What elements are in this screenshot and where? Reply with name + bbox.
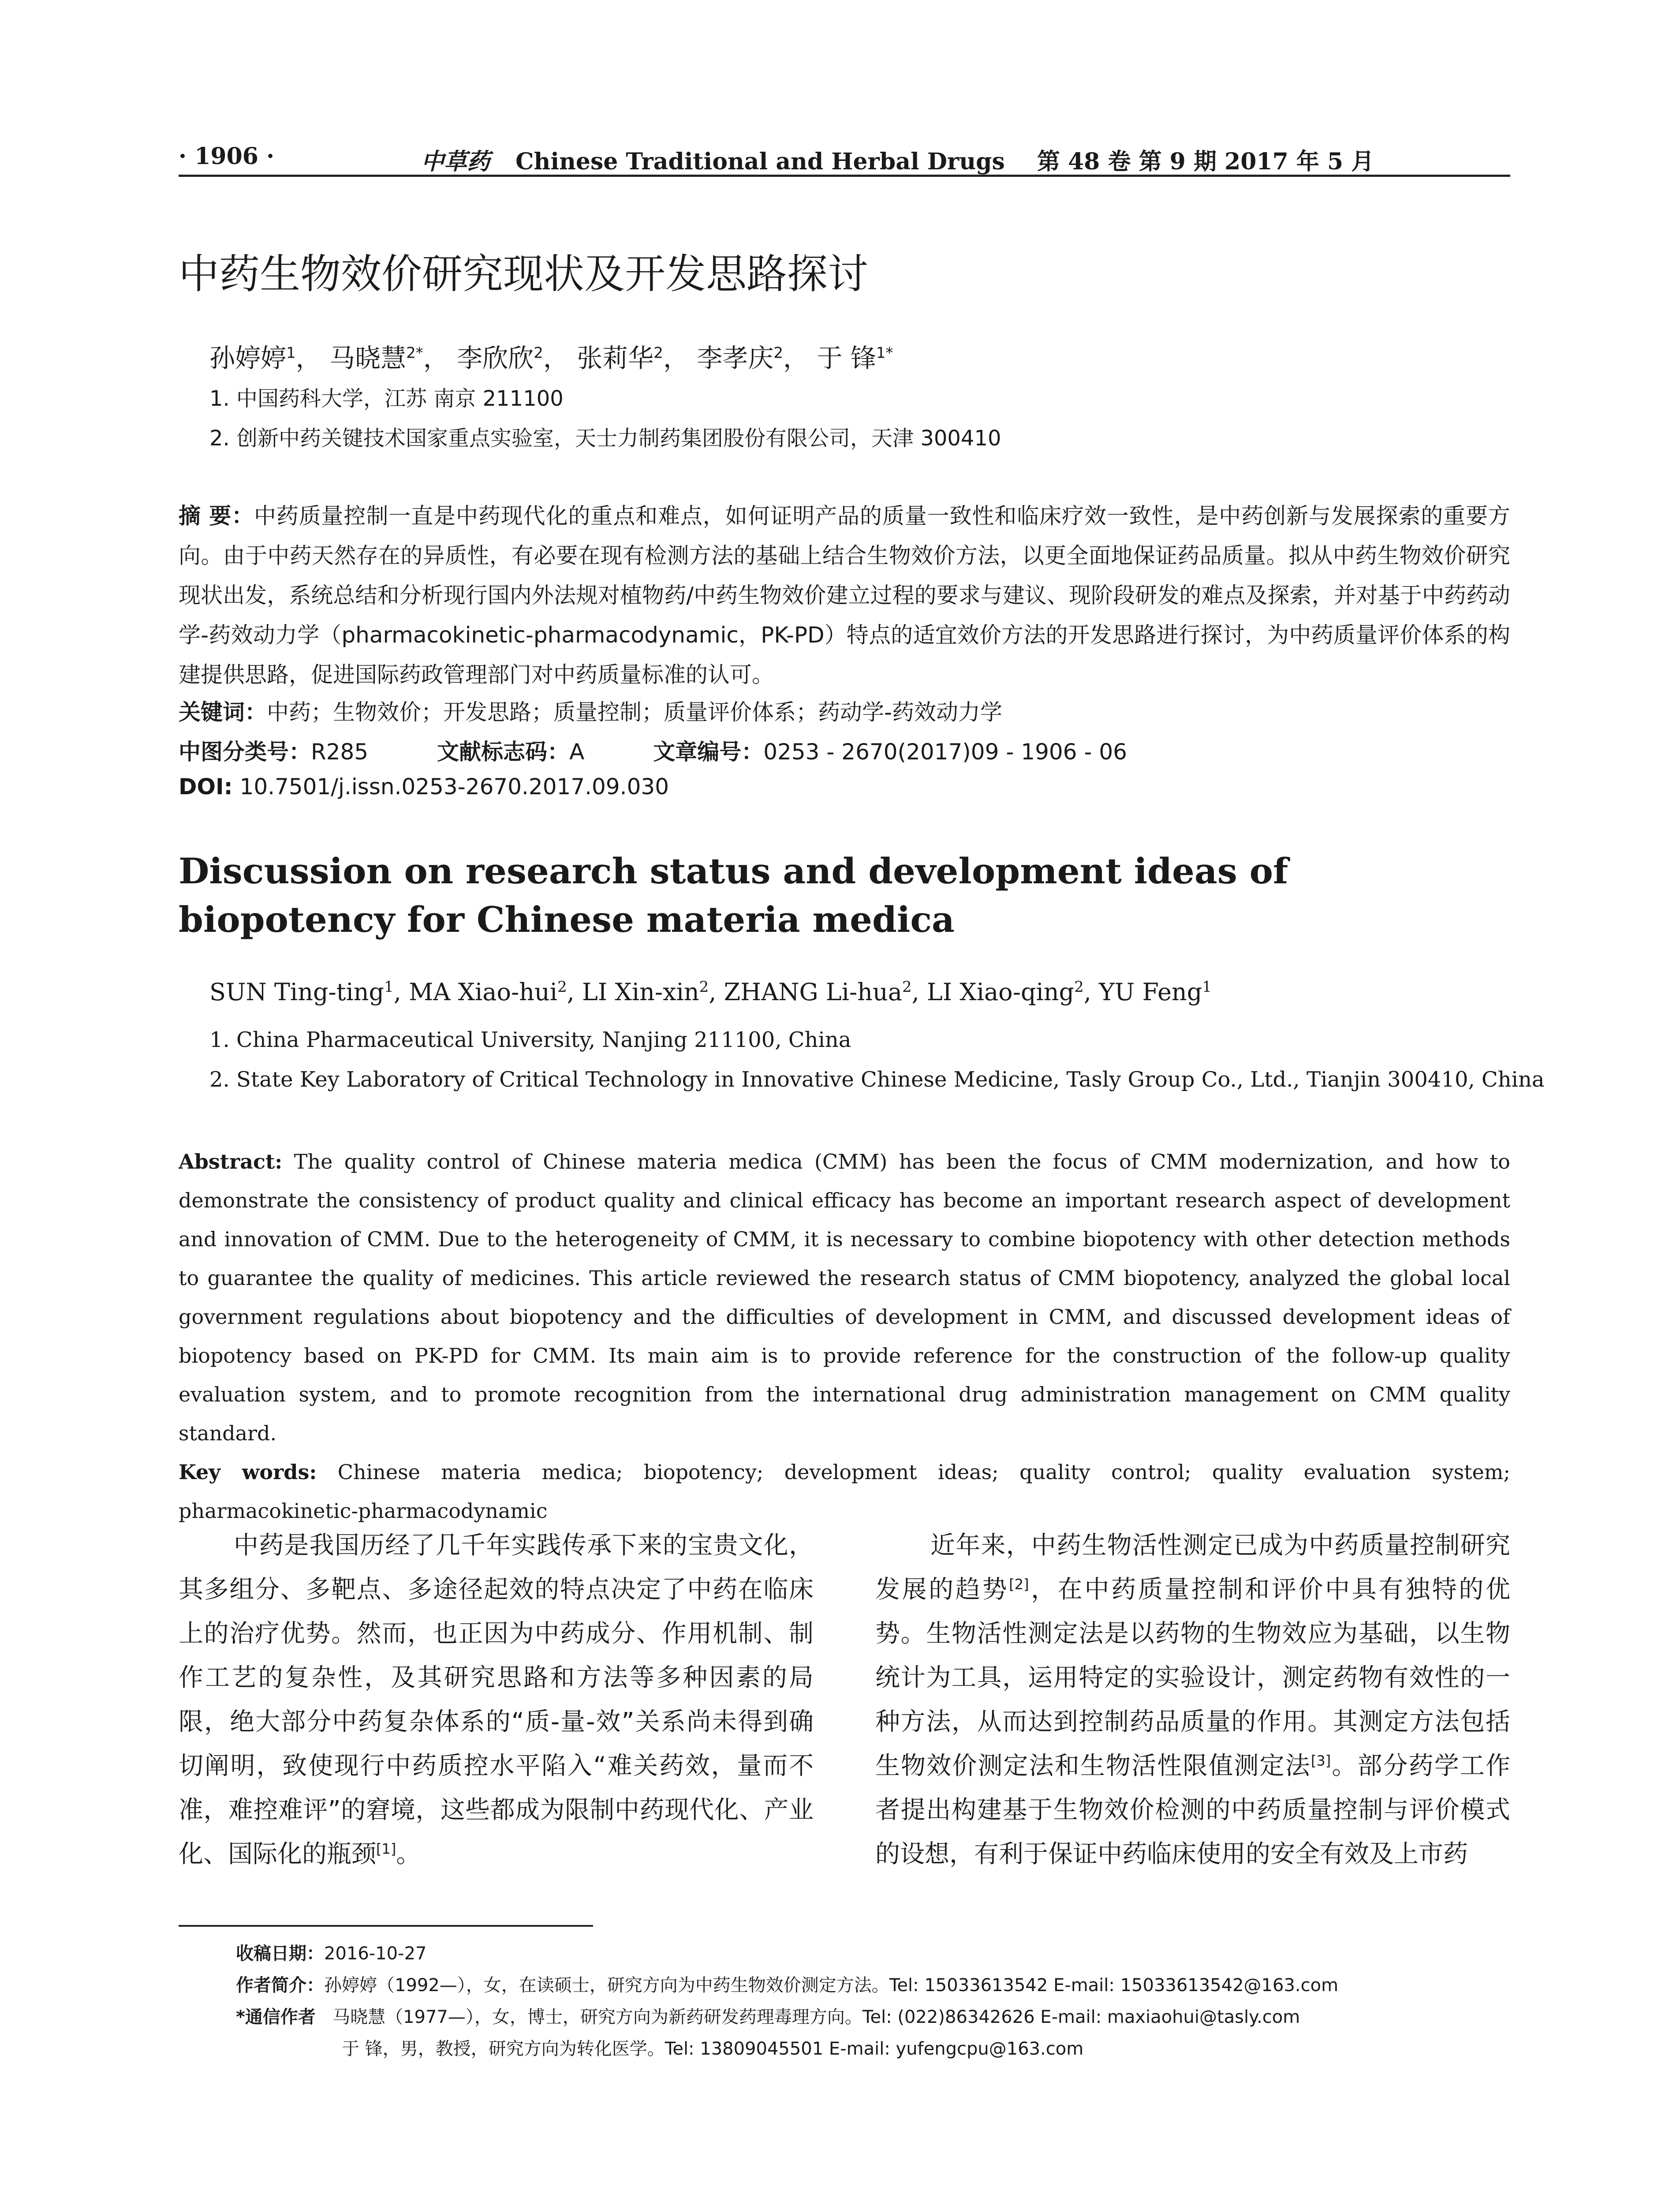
author-sup: 1 <box>384 978 394 996</box>
author-sup: 2 <box>557 978 567 996</box>
citation: [3] <box>1310 1752 1331 1769</box>
zh-abstract-label: 摘 要： <box>179 503 254 529</box>
author-sup: 2 <box>534 344 543 362</box>
running-header <box>179 140 1510 177</box>
journal-logo: 中草药 <box>421 148 490 175</box>
articleno-label: 文章编号： <box>653 739 764 765</box>
journal-header <box>421 143 1374 176</box>
author: MA Xiao-hui <box>409 978 558 1006</box>
en-keywords-label: Key words: <box>179 1460 317 1484</box>
en-abstract <box>179 1142 1510 1530</box>
body-left-end: 。 <box>396 1840 421 1869</box>
corr-label: *通信作者 <box>236 2007 316 2027</box>
author: SUN Ting-ting <box>209 978 385 1006</box>
doccode-value: A <box>569 739 585 765</box>
body-right-text-2: ，在中药质量控制和评价中具有独特的优势。生物活性测定法是以药物的生物效应为基础，以生物统计为工具，运用特定的实验设计，测定药物有效性的一种方法，从而达到控制药品质量的作用。其测定方法包括生物效价测定法和生物活性限值测定法 <box>875 1575 1511 1780</box>
author: 张莉华 <box>577 343 654 373</box>
author: LI Xiao-qing <box>926 978 1075 1006</box>
author: 李孝庆 <box>697 343 774 373</box>
articleno-value: 0253 - 2670(2017)09 - 1906 - 06 <box>763 739 1127 765</box>
author-sup: 2 <box>773 344 784 362</box>
zh-keywords <box>179 695 1002 726</box>
citation: [2] <box>1009 1576 1029 1593</box>
classification-line <box>179 734 1127 766</box>
en-affiliation-2: 2. State Key Laboratory of Critical Technology in Innovative Chinese Medicine, Tasly Group Co., Ltd., Tianjin 300410, China <box>209 1067 1545 1092</box>
body-right-text-1: 近年来，中药生物活性测定已成为中药质量控制研究发展的趋势 <box>875 1531 1510 1604</box>
author: ZHANG Li-hua <box>724 978 902 1006</box>
corr-text-1: 马晓慧（1977—），女，博士，研究方向为新药研发药理毒理方向。Tel: (022)86342626 E-mail: maxiaohui@tasly.com <box>332 2007 1300 2027</box>
zh-abstract <box>179 496 1510 695</box>
doi-label: DOI: <box>179 774 233 800</box>
bio-label: 作者简介： <box>236 1975 324 1996</box>
footnote-corresponding-2: 于 锋，男，教授，研究方向为转化医学。Tel: 13809045501 E-mail: yufengcpu@163.com <box>342 2039 1084 2059</box>
footnote-rule <box>179 1925 593 1927</box>
footnote-corresponding <box>236 2003 1300 2028</box>
author-sup: 1* <box>876 344 893 362</box>
body-column-left <box>179 1524 814 1876</box>
zh-author-list: 孙婷婷$^1$， 马晓慧$^{2*}$， 李欣欣$^2$， 张莉华$^2$， 李孝庆$^2$， 于 锋$^{1*}$ <box>209 343 893 373</box>
doccode-label: 文献标志码： <box>437 739 570 765</box>
author: LI Xin-xin <box>582 978 699 1006</box>
en-title: Discussion on research status and development ideas of biopotency for Chinese materia medica <box>179 850 1288 940</box>
author: 李欣欣 <box>457 343 534 373</box>
author: 孙婷婷 <box>209 343 287 373</box>
en-keywords-text: Chinese materia medica; biopotency; development ideas; quality control; quality evaluation system; pharmacokinetic-pharmacodynamic <box>179 1460 1510 1523</box>
journal-name: Chinese Traditional and Herbal Drugs <box>515 148 1005 175</box>
en-author-list: SUN Ting-ting$^1$, MA Xiao-hui$^2$, LI Xin-xin$^2$, ZHANG Li-hua$^2$, LI Xiao-qing$^2$, YU Feng$^1$ <box>209 978 1212 1006</box>
author: 于 锋 <box>817 343 876 373</box>
zh-keywords-text: 中药；生物效价；开发思路；质量控制；质量评价体系；药动学-药效动力学 <box>267 699 1003 725</box>
received-date: 2016-10-27 <box>324 1943 427 1964</box>
author-sup: 2 <box>1074 978 1084 996</box>
body-right-text-3: 。部分药学工作者提出构建基于生物效价检测的中药质量控制与评价模式的设想，有利于保证中药临床使用的安全有效及上市药 <box>875 1752 1511 1869</box>
zh-affiliation-2: 2. 创新中药关键技术国家重点实验室，天士力制药集团股份有限公司，天津 300410 <box>209 426 1001 451</box>
zh-affiliation-1: 1. 中国药科大学，江苏 南京 211100 <box>209 386 564 411</box>
author: YU Feng <box>1099 978 1202 1006</box>
body-column-right <box>875 1524 1510 1876</box>
author-sup: 2 <box>699 978 709 996</box>
doi-value: 10.7501/j.issn.0253-2670.2017.09.030 <box>239 774 669 800</box>
doi-line <box>179 774 669 800</box>
en-abstract-text: The quality control of Chinese materia medica (CMM) has been the focus of CMM modernization, and how to demonstrate the consistency of product quality and clinical efficacy has become an important research aspect of development and innovation of CMM. Due to the heterogeneity of CMM, it is necessary to combine biopotency with other detection methods to guarantee the quality of medicines. This article reviewed the research status of CMM biopotency, analyzed the global local government regulations about biopotency and the difficulties of development in CMM, and discussed development ideas of biopotency based on PK-PD for CMM. Its main aim is to provide reference for the construction of the follow-up quality evaluation system, and to promote recognition from the international drug administration management on CMM quality standard. <box>179 1150 1510 1445</box>
received-label: 收稿日期： <box>236 1943 324 1964</box>
author-sup: 1 <box>286 344 296 362</box>
zh-abstract-text: 中药质量控制一直是中药现代化的重点和难点，如何证明产品的质量一致性和临床疗效一致性，是中药创新与发展探索的重要方向。由于中药天然存在的异质性，有必要在现有检测方法的基础上结合生物效价方法，以更全面地保证药品质量。拟从中药生物效价研究现状出发，系统总结和分析现行国内外法规对植物药/中药生物效价建立过程的要求与建议、现阶段研发的难点及探索，并对基于中药药动学-药效动力学（pharmacokinetic-pharmacodynamic，PK-PD）特点的适宜效价方法的开发思路进行探讨，为中药质量评价体系的构建提供思路，促进国际药政管理部门对中药质量标准的认可。 <box>179 503 1510 688</box>
footnote-bio <box>236 1971 1338 1996</box>
clc-label: 中图分类号： <box>179 739 311 765</box>
clc-value: R285 <box>311 739 369 765</box>
author-sup: 2 <box>653 344 663 362</box>
author-sup: 2 <box>902 978 912 996</box>
author-sup: 2* <box>406 344 423 362</box>
author: 马晓慧 <box>329 343 407 373</box>
author-sup: 1 <box>1202 978 1212 996</box>
footnote-received <box>236 1940 426 1965</box>
zh-keywords-label: 关键词： <box>179 699 267 725</box>
en-abstract-label: Abstract: <box>179 1150 283 1174</box>
zh-title: 中药生物效价研究现状及开发思路探讨 <box>179 250 869 298</box>
page-number: · 1906 · <box>179 143 275 170</box>
citation: [1] <box>376 1840 396 1857</box>
bio-text: 孙婷婷（1992—），女，在读硕士，研究方向为中药生物效价测定方法。Tel: 15033613542 E-mail: 15033613542@163.com <box>324 1975 1339 1996</box>
en-affiliation-1: 1. China Pharmaceutical University, Nanjing 211100, China <box>209 1028 851 1052</box>
body-left-text: 中药是我国历经了几千年实践传承下来的宝贵文化，其多组分、多靶点、多途径起效的特点决定了中药在临床上的治疗优势。然而，也正因为中药成分、作用机制、制作工艺的复杂性，及其研究思路和方法等多种因素的局限，绝大部分中药复杂体系的“质-量-效”关系尚未得到确切阐明，致使现行中药质控水平陷入“难关药效，量而不准，难控难评”的窘境，这些都成为限制中药现代化、产业化、国际化的瓶颈 <box>179 1531 814 1869</box>
issue-info: 第 48 卷 第 9 期 2017 年 5 月 <box>1037 148 1374 175</box>
